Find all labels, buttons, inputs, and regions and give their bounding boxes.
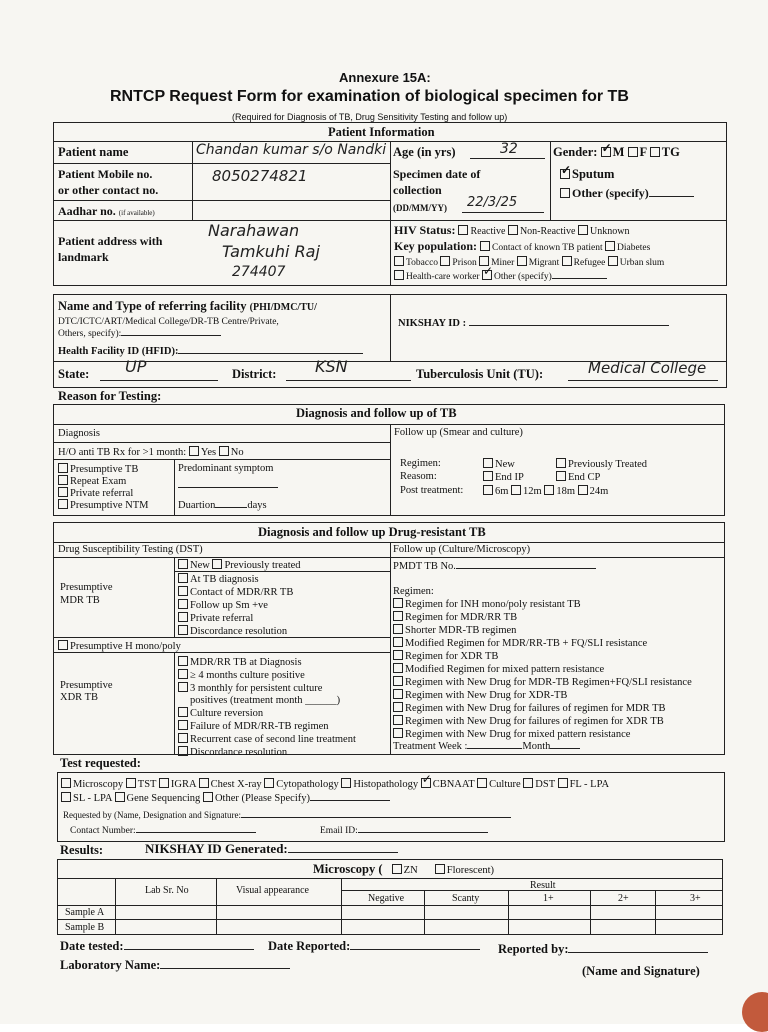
other-specimen-label: Other (specify)	[572, 186, 649, 200]
patient-info-heading: Patient Information	[328, 125, 435, 139]
key-population-label: Key population:	[394, 239, 478, 253]
kp-refugee-checkbox[interactable]	[562, 256, 572, 266]
address-label-2: landmark	[58, 250, 109, 264]
gender-field	[553, 146, 680, 158]
end-cp-option	[556, 471, 600, 484]
presumptive-h-option	[58, 640, 181, 653]
pmdt-label: PMDT TB No.	[393, 561, 456, 572]
hiv-reactive-label: Reactive	[470, 226, 506, 237]
kp-refugee-label: Refugee	[573, 258, 606, 268]
kp-health-label: Health-care worker	[406, 272, 480, 282]
state-label: State:	[58, 367, 90, 381]
regimen-option-checkbox[interactable]	[393, 715, 403, 725]
presumptive-xdr-label: Presumptive	[60, 680, 113, 691]
regimen-new-option	[483, 458, 515, 471]
kp-miner-label: Miner	[491, 258, 515, 268]
result-header: Result	[530, 880, 556, 891]
presumptive-mdr-label-2: MDR TB	[60, 595, 100, 606]
post-12m-label: 12m	[523, 486, 542, 497]
test-other-label: Other (Please Specify)	[214, 793, 310, 804]
post-18m-checkbox[interactable]	[544, 485, 554, 495]
kp-other-label: Other (specify)	[493, 272, 552, 282]
specimen-date-value[interactable]: 22/3/25	[467, 195, 518, 210]
sample-b-label: Sample B	[65, 922, 105, 933]
age-label: Age (in yrs)	[393, 145, 456, 159]
hiv-unknown-label: Unknown	[590, 226, 630, 237]
kp-tobacco-checkbox[interactable]	[394, 256, 404, 266]
post-6m-checkbox[interactable]	[483, 485, 493, 495]
results-label: Results:	[60, 843, 104, 857]
presumptive-xdr-label-2: XDR TB	[60, 692, 99, 703]
ho-yes-label: Yes	[200, 447, 217, 458]
kp-contact-label: Contact of known TB patient	[492, 243, 603, 253]
end-cp-checkbox[interactable]	[556, 471, 566, 481]
test-dst-checkbox[interactable]	[523, 778, 533, 788]
dst-new-checkbox[interactable]	[178, 559, 188, 569]
ho-no-checkbox[interactable]	[219, 446, 229, 456]
regimen-option	[393, 624, 692, 637]
finger-shadow	[742, 992, 768, 1032]
xdr-option-label: 3 monthly for persistent culture	[190, 683, 323, 694]
regimen-option-label: Modified Regimen for MDR/RR-TB + FQ/SLI resistance	[405, 638, 648, 649]
facility-label	[58, 300, 317, 314]
repeat-exam-label: Repeat Exam	[70, 476, 127, 487]
regimen-option-checkbox[interactable]	[393, 637, 403, 647]
post-24m-checkbox[interactable]	[578, 485, 588, 495]
nikshay-generated-label: NIKSHAY ID Generated:	[145, 841, 288, 856]
pmdt-field	[393, 561, 596, 573]
xdr-option	[178, 669, 356, 682]
xdr-option-checkbox[interactable]	[178, 733, 188, 743]
tu-label: Tuberculosis Unit (TU):	[416, 367, 544, 381]
post-18m-label: 18m	[556, 486, 576, 497]
private-referral-checkbox[interactable]	[58, 487, 68, 497]
end-ip-label: End IP	[495, 472, 524, 483]
grade-2-header: 2+	[618, 893, 629, 904]
test-igra-label: IGRA	[170, 779, 196, 790]
presumptive-ntm-label: Presumptive NTM	[70, 500, 149, 511]
aadhar-label: Aadhar no.	[58, 204, 116, 218]
facility-others	[58, 328, 221, 340]
regimen-prev-label: Previously Treated	[568, 459, 648, 470]
dst-prev-label: Previously treated	[224, 560, 301, 571]
gender-m-label: M	[612, 145, 625, 159]
test-other-checkbox[interactable]	[203, 792, 213, 802]
post-treatment-label: Post treatment:	[400, 485, 464, 496]
specimen-label-2: collection	[393, 183, 442, 197]
annexure-label: Annexure 15A:	[339, 70, 431, 85]
laboratory-name-field	[60, 959, 290, 971]
test-fllpa-checkbox[interactable]	[558, 778, 568, 788]
zn-label: ZN	[403, 865, 418, 876]
xdr-option-checkbox[interactable]	[178, 656, 188, 666]
hiv-label: HIV Status:	[394, 223, 456, 237]
age-value[interactable]: 32	[500, 141, 518, 157]
hiv-status	[394, 224, 629, 238]
key-population-row-2	[394, 256, 664, 269]
mdr-option-label: Contact of MDR/RR TB	[190, 587, 294, 598]
end-ip-checkbox[interactable]	[483, 471, 493, 481]
requested-by-label: Requested by (Name, Designation and Signature:	[63, 810, 241, 820]
test-histo-checkbox[interactable]	[341, 778, 351, 788]
duration-field	[178, 500, 267, 512]
grade-3-header: 3+	[690, 893, 701, 904]
ho-yes-checkbox[interactable]	[189, 446, 199, 456]
treatment-week-label: Treatment Week :	[393, 741, 468, 752]
regimen-option-checkbox[interactable]	[393, 689, 403, 699]
regimen-new-label: New	[495, 459, 515, 470]
regimen-option-label: Regimen with New Drug for XDR-TB	[405, 690, 568, 701]
hiv-nonreactive-label: Non-Reactive	[519, 226, 576, 237]
date-tested-label: Date tested:	[60, 939, 124, 953]
dst-label: Drug Susceptibility Testing (DST)	[58, 544, 203, 555]
test-dst-label: DST	[535, 779, 555, 790]
negative-header: Negative	[368, 893, 405, 904]
patient-name-label: Patient name	[58, 145, 129, 159]
mdr-options-list	[178, 573, 293, 638]
kp-health-checkbox[interactable]	[394, 270, 404, 280]
dx-presumptive-ntm	[58, 499, 148, 512]
kp-diabetes-checkbox[interactable]	[605, 241, 615, 251]
presumptive-h-label: Presumptive H mono/poly	[70, 641, 181, 652]
test-microscopy-label: Microscopy	[73, 779, 124, 790]
facility-types: DTC/ICTC/ART/Medical College/DR-TB Centre/Private,	[58, 317, 279, 327]
regimen-option-label: Regimen for XDR TB	[405, 651, 499, 662]
ho-antitb-label: H/O anti TB Rx for >1 month:	[58, 447, 187, 458]
xdr-option	[178, 707, 356, 720]
visual-appearance-header: Visual appearance	[236, 885, 309, 896]
tests-row-2	[61, 792, 390, 805]
gender-f-label: F	[639, 145, 647, 159]
sputum-label: Sputum	[572, 167, 615, 181]
regimen-option	[393, 637, 692, 650]
test-culture-label: Culture	[489, 779, 521, 790]
regimen-option-checkbox[interactable]	[393, 728, 403, 738]
regimen-option-checkbox[interactable]	[393, 624, 403, 634]
post-treatment-options	[483, 485, 608, 498]
specimen-label-3: (DD/MM/YY)	[393, 203, 447, 213]
mobile-label-2: or other contact no.	[58, 183, 159, 197]
xdr-option-checkbox[interactable]	[178, 720, 188, 730]
sputum-option	[560, 168, 614, 180]
mdr-option	[178, 586, 293, 599]
xdr-option-checkbox[interactable]	[178, 682, 188, 692]
mdr-option	[178, 612, 293, 625]
test-microscopy-checkbox[interactable]	[61, 778, 71, 788]
xdr-option-label: MDR/RR TB at Diagnosis	[190, 657, 302, 668]
presumptive-tb-checkbox[interactable]	[58, 463, 68, 473]
key-population-row-3	[394, 270, 607, 283]
kp-diabetes-label: Diabetes	[617, 243, 651, 253]
xdr-options-list	[178, 656, 356, 759]
regimen-prev-option	[556, 458, 647, 471]
address-line-2[interactable]: Tamkuhi Raj	[222, 242, 320, 261]
mdr-option-checkbox[interactable]	[178, 625, 188, 635]
regimen-option	[393, 728, 692, 741]
date-reported-label: Date Reported:	[268, 939, 351, 953]
regimen-option-label: Regimen with New Drug for mixed pattern resistance	[405, 729, 631, 740]
kp-contact-checkbox[interactable]	[480, 241, 490, 251]
gender-tg-checkbox[interactable]	[650, 147, 660, 157]
contact-number-field	[70, 825, 256, 837]
drtb-regimen-label: Regimen:	[393, 586, 434, 597]
xdr-option	[178, 656, 356, 669]
district-value[interactable]: KSN	[315, 357, 348, 376]
regimen-option-checkbox[interactable]	[393, 650, 403, 660]
test-requested-label: Test requested:	[60, 756, 141, 770]
requested-by-field	[63, 809, 511, 821]
post-24m-label: 24m	[589, 486, 609, 497]
aadhar-field	[58, 205, 155, 219]
regimen-option-label: Regimen for INH mono/poly resistant TB	[405, 599, 581, 610]
xdr-option-label: Discordance resolution	[190, 747, 288, 758]
xdr-option-label: Culture reversion	[190, 708, 264, 719]
regimen-option	[393, 611, 692, 624]
fluorescent-label: Florescent)	[446, 865, 495, 876]
test-cbnaat-label: CBNAAT	[432, 779, 475, 790]
microscopy-heading	[313, 863, 494, 877]
ho-no-label: No	[230, 447, 244, 458]
mdr-option-label: At TB diagnosis	[190, 574, 259, 585]
kp-other-checkbox[interactable]	[482, 270, 492, 280]
regimen-option-label: Regimen for MDR/RR TB	[405, 612, 518, 623]
end-ip-option	[483, 471, 524, 484]
regimen-option-checkbox[interactable]	[393, 663, 403, 673]
post-12m-checkbox[interactable]	[511, 485, 521, 495]
diagnosis-label: Diagnosis	[58, 428, 100, 439]
mobile-label: Patient Mobile no.	[58, 167, 153, 181]
xdr-option-continued: positives (treatment month ______)	[190, 695, 341, 706]
facility-label-text: Name and Type of referring facility	[58, 299, 247, 313]
test-cxr-label: Chest X-ray	[210, 779, 262, 790]
presumptive-h-checkbox[interactable]	[58, 640, 68, 650]
regimen-option	[393, 715, 692, 728]
presumptive-mdr-label: Presumptive	[60, 582, 113, 593]
xdr-option-label: Failure of MDR/RR-TB regimen	[190, 721, 329, 732]
test-sllpa-label: SL - LPA	[73, 793, 112, 804]
drtb-regimen-list	[393, 598, 692, 753]
tests-row-1	[61, 778, 609, 791]
zn-checkbox[interactable]	[392, 864, 402, 874]
regimen-option	[393, 702, 692, 715]
reported-by-label: Reported by:	[498, 942, 569, 956]
treatment-week-field	[393, 741, 692, 753]
test-cyto-label: Cytopathology	[276, 779, 339, 790]
microscopy-heading-label: Microscopy (	[313, 862, 383, 876]
regimen-option	[393, 663, 692, 676]
mdr-option-checkbox[interactable]	[178, 586, 188, 596]
kp-urban-checkbox[interactable]	[608, 256, 618, 266]
key-population	[394, 240, 650, 254]
hiv-unknown-checkbox[interactable]	[578, 225, 588, 235]
mdr-option	[178, 599, 293, 612]
sample-a-label: Sample A	[65, 907, 105, 918]
nikshay-generated-field	[145, 843, 398, 855]
kp-migrant-label: Migrant	[528, 258, 560, 268]
nikshay-id-label: NIKSHAY ID :	[398, 318, 467, 329]
date-reported-field	[268, 940, 480, 952]
aadhar-note: (if available)	[118, 209, 155, 217]
xdr-option-checkbox[interactable]	[178, 746, 188, 756]
scanty-header: Scanty	[452, 893, 480, 904]
treatment-month-label: Month	[522, 741, 551, 752]
regimen-option	[393, 689, 692, 702]
duration-label: Duartion	[178, 500, 216, 511]
xdr-option	[178, 746, 356, 759]
mdr-option-label: Discordance resolution	[190, 626, 288, 637]
xdr-option	[178, 720, 356, 733]
gender-m-checkbox[interactable]	[601, 147, 611, 157]
name-signature-label: (Name and Signature)	[582, 964, 700, 978]
regimen-option-checkbox[interactable]	[393, 611, 403, 621]
xdr-option-checkbox[interactable]	[178, 669, 188, 679]
state-value[interactable]: UP	[125, 357, 147, 376]
facility-label-small: (PHI/DMC/TU/	[249, 302, 317, 313]
mdr-option-label: Follow up Sm +ve	[190, 600, 268, 611]
email-label: Email ID:	[320, 826, 358, 836]
regimen-option-label: Regimen with New Drug for failures of regimen for MDR TB	[405, 703, 666, 714]
regimen-new-checkbox[interactable]	[483, 458, 493, 468]
test-tst-checkbox[interactable]	[126, 778, 136, 788]
address-line-1[interactable]: Narahawan	[208, 221, 300, 240]
gender-label: Gender:	[553, 145, 598, 159]
xdr-option-label: Recurrent case of second line treatment	[190, 734, 356, 745]
kp-prison-checkbox[interactable]	[440, 256, 450, 266]
gender-tg-label: TG	[661, 145, 680, 159]
form-title: RNTCP Request Form for examination of biological specimen for TB	[110, 88, 629, 105]
address-label: Patient address with	[58, 234, 163, 248]
mdr-option	[178, 573, 293, 586]
predominant-symptom-label: Predominant symptom	[178, 463, 274, 474]
mdr-option-checkbox[interactable]	[178, 599, 188, 609]
xdr-option	[178, 733, 356, 746]
test-culture-checkbox[interactable]	[477, 778, 487, 788]
regimen-option-label: Regimen with New Drug for MDR-TB Regimen+FQ/SLI resistance	[405, 677, 692, 688]
reason-label: Reasom:	[400, 471, 437, 482]
patient-name-value[interactable]: Chandan kumar s/o Nandki	[196, 142, 387, 158]
address-line-3[interactable]: 274407	[232, 264, 286, 280]
kp-tobacco-label: Tobacco	[406, 258, 439, 268]
test-cyto-checkbox[interactable]	[264, 778, 274, 788]
mobile-value[interactable]: 8050274821	[212, 167, 308, 185]
regimen-label: Regimen:	[400, 458, 441, 469]
days-label: days	[247, 500, 267, 511]
reason-for-testing: Reason for Testing:	[58, 389, 162, 403]
nikshay-id-field	[398, 318, 669, 330]
regimen-prev-checkbox[interactable]	[556, 458, 566, 468]
xdr-option-label: ≥ 4 months culture positive	[190, 670, 305, 681]
test-cxr-checkbox[interactable]	[199, 778, 209, 788]
date-tested-field	[60, 940, 254, 952]
drtb-followup-label: Follow up (Culture/Microscopy)	[393, 544, 531, 555]
test-sllpa-checkbox[interactable]	[61, 792, 71, 802]
fluorescent-checkbox[interactable]	[435, 864, 445, 874]
post-6m-label: 6m	[495, 486, 509, 497]
regimen-option-checkbox[interactable]	[393, 702, 403, 712]
mdr-option-checkbox[interactable]	[178, 573, 188, 583]
tu-value[interactable]: Medical College	[588, 359, 707, 377]
dx-tb-heading: Diagnosis and follow up of TB	[296, 406, 457, 420]
test-fllpa-label: FL - LPA	[569, 779, 610, 790]
gender-f-checkbox[interactable]	[628, 147, 638, 157]
regimen-option	[393, 598, 692, 611]
regimen-option-label: Shorter MDR-TB regimen	[405, 625, 517, 636]
mdr-option	[178, 625, 293, 638]
mdr-option-checkbox[interactable]	[178, 612, 188, 622]
regimen-option-label: Regimen with New Drug for failures of regimen for XDR TB	[405, 716, 664, 727]
test-cbnaat-checkbox[interactable]	[421, 778, 431, 788]
test-igra-checkbox[interactable]	[159, 778, 169, 788]
hfid-label: Health Facility ID (HFID):	[58, 346, 179, 357]
private-referral-label: Private referral	[70, 488, 134, 499]
test-geneseq-label: Gene Sequencing	[126, 793, 201, 804]
drtb-heading: Diagnosis and follow up Drug-resistant TB	[258, 525, 486, 539]
regimen-option	[393, 676, 692, 689]
lab-sr-header: Lab Sr. No	[145, 885, 189, 896]
ho-antitb-field	[58, 446, 244, 459]
test-histo-label: Histopathology	[353, 779, 419, 790]
kp-prison-label: Prison	[452, 258, 477, 268]
contact-number-label: Contact Number:	[70, 826, 136, 836]
dst-prev-checkbox[interactable]	[212, 559, 222, 569]
end-cp-label: End CP	[568, 472, 601, 483]
laboratory-name-label: Laboratory Name:	[60, 958, 161, 972]
xdr-option	[178, 682, 356, 695]
district-label: District:	[232, 367, 277, 381]
form-subtitle: (Required for Diagnosis of TB, Drug Sensitivity Testing and follow up)	[232, 112, 508, 122]
email-field	[320, 825, 488, 837]
presumptive-ntm-checkbox[interactable]	[58, 499, 68, 509]
specimen-label: Specimen date of	[393, 167, 481, 181]
test-geneseq-checkbox[interactable]	[115, 792, 125, 802]
test-tst-label: TST	[137, 779, 157, 790]
sputum-checkbox[interactable]	[560, 169, 570, 179]
followup-smear-label: Follow up (Smear and culture)	[394, 427, 523, 438]
regimen-option-checkbox[interactable]	[393, 598, 403, 608]
presumptive-tb-label: Presumptive TB	[70, 464, 139, 475]
other-specimen-checkbox[interactable]	[560, 188, 570, 198]
mdr-option-label: Private referral	[190, 613, 254, 624]
kp-urban-label: Urban slum	[619, 258, 665, 268]
repeat-exam-checkbox[interactable]	[58, 475, 68, 485]
hiv-reactive-checkbox[interactable]	[458, 225, 468, 235]
grade-1-header: 1+	[543, 893, 554, 904]
reported-by-field	[498, 943, 708, 955]
facility-others-label: Others, specify):	[58, 329, 122, 339]
regimen-option-checkbox[interactable]	[393, 676, 403, 686]
regimen-option	[393, 650, 692, 663]
xdr-option-checkbox[interactable]	[178, 707, 188, 717]
regimen-option-label: Modified Regimen for mixed pattern resistance	[405, 664, 605, 675]
kp-migrant-checkbox[interactable]	[517, 256, 527, 266]
hiv-nonreactive-checkbox[interactable]	[508, 225, 518, 235]
other-specimen-option	[560, 187, 694, 199]
dst-new-label: New	[190, 560, 210, 571]
